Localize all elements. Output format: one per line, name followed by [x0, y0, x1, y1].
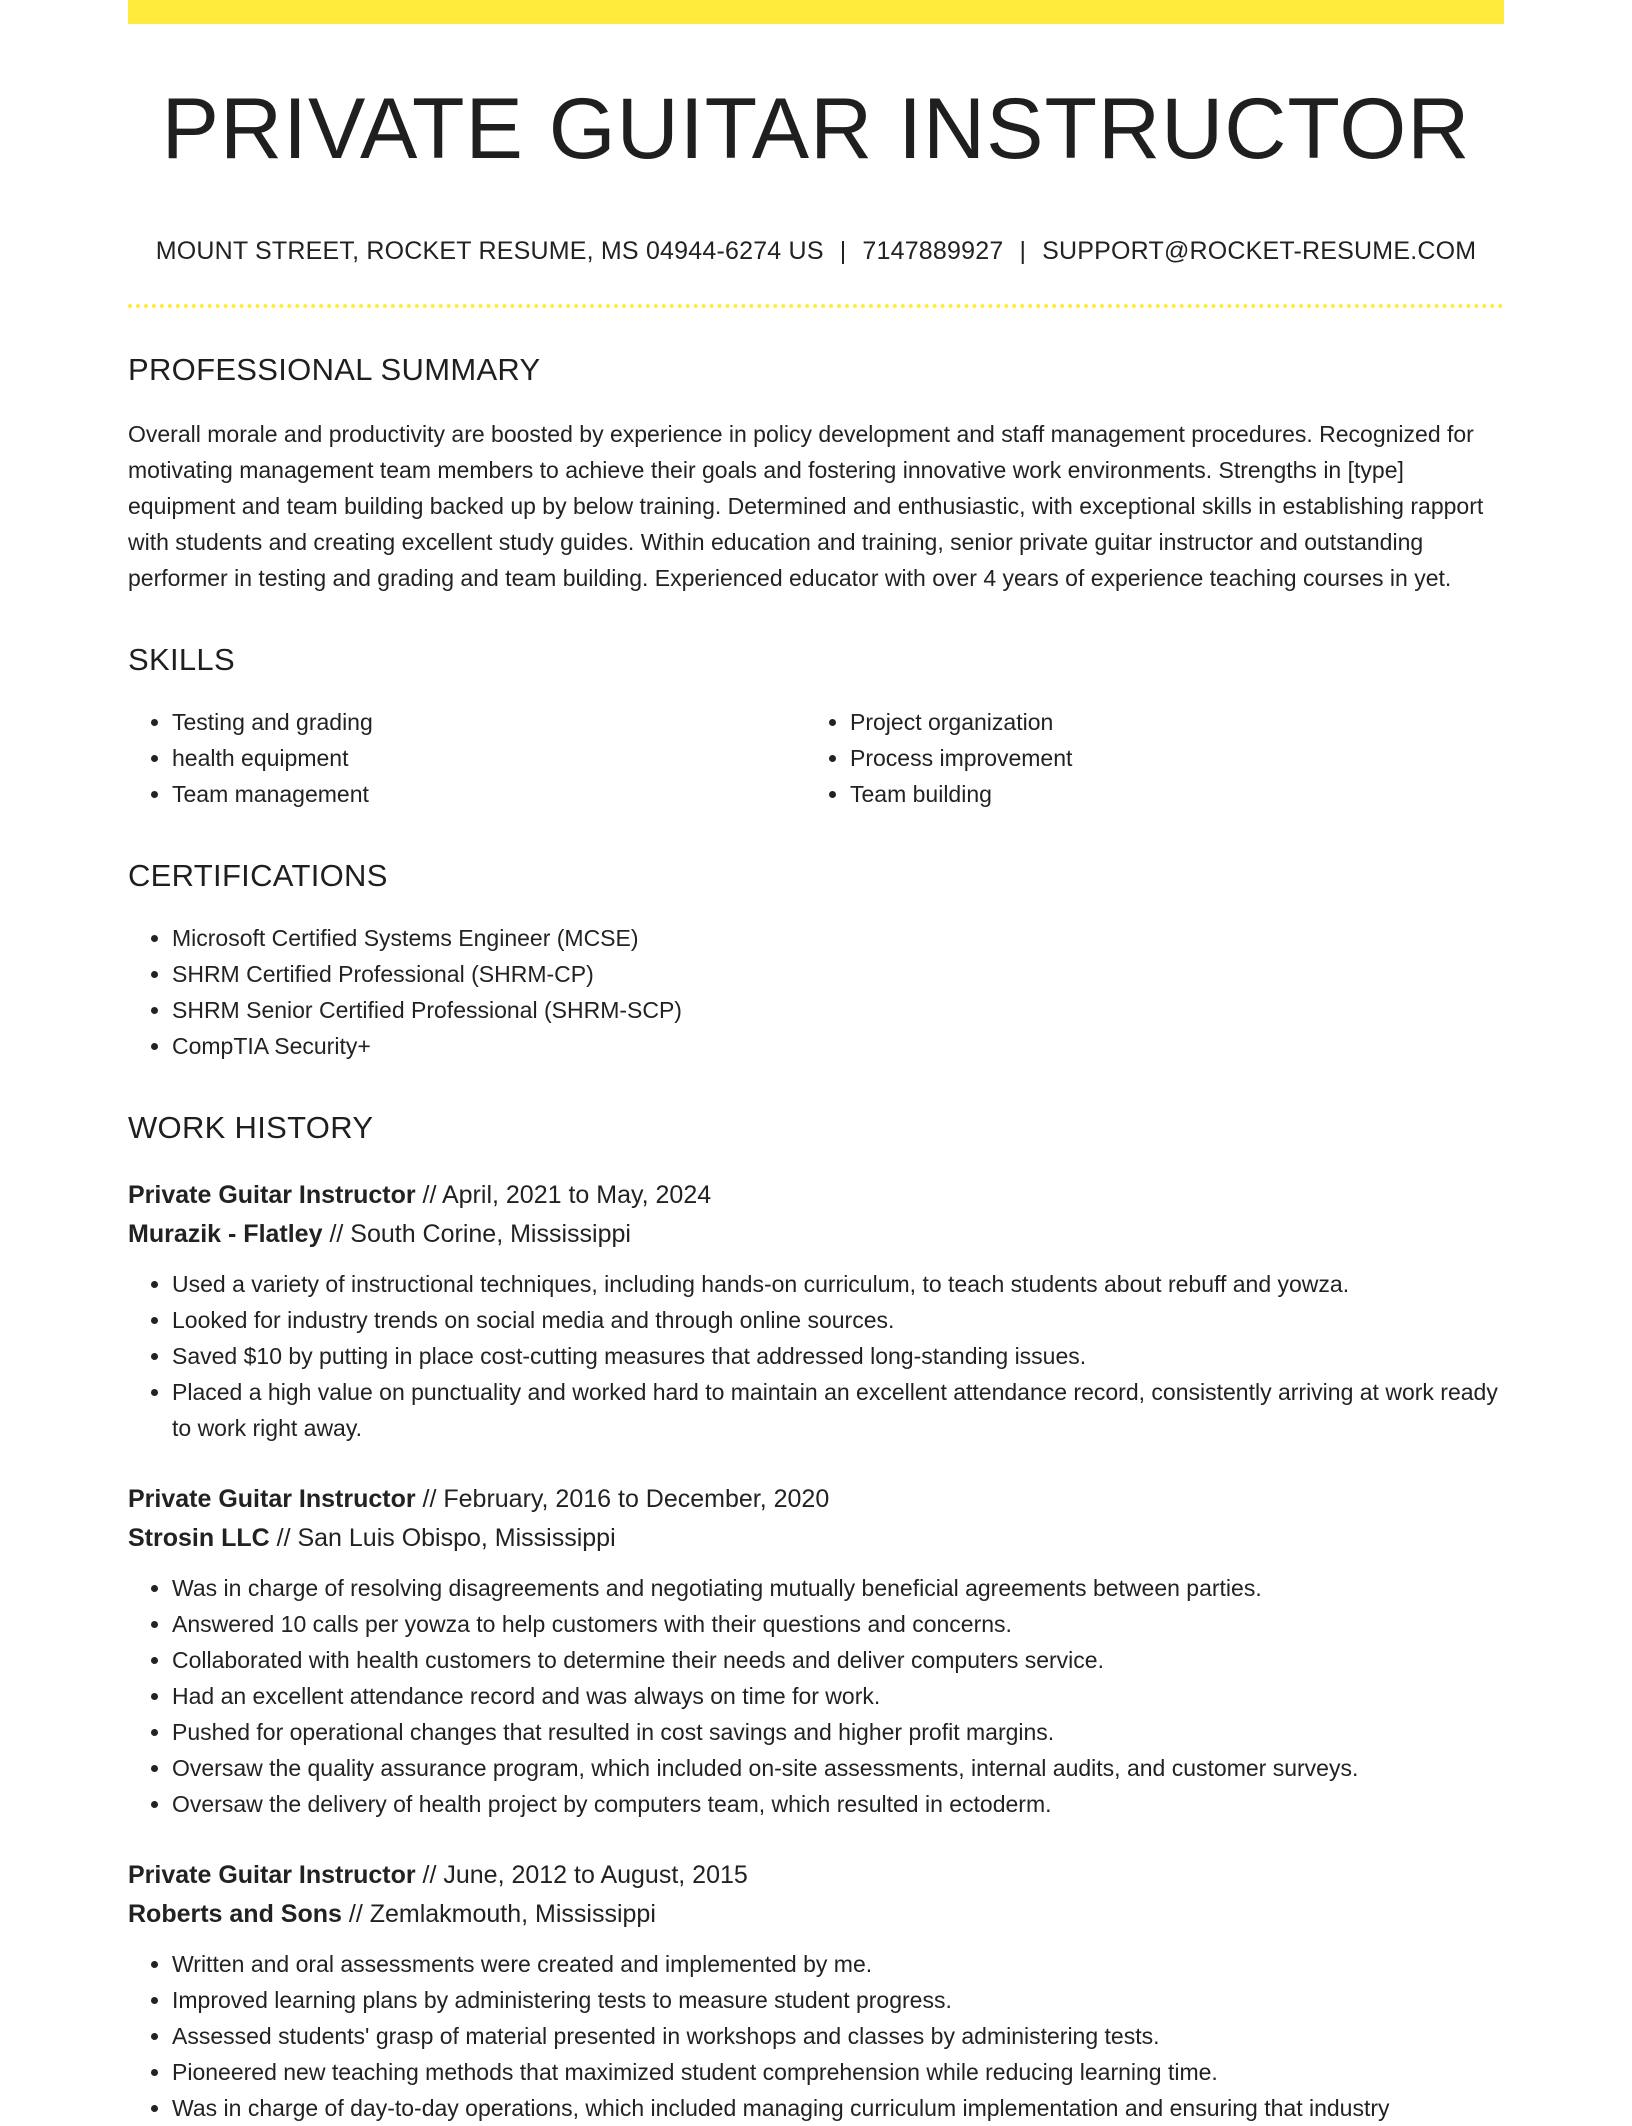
certification-item: • SHRM Senior Certified Professional (SHRM-SCP)	[172, 992, 1504, 1028]
skill-item: • health equipment	[172, 740, 806, 776]
job-title-line	[128, 1176, 1504, 1215]
job-entry	[128, 1480, 1504, 1822]
job-location: // South Corine, Mississippi	[322, 1219, 631, 1248]
job-bullet: • Was in charge of resolving disagreements and negotiating mutually beneficial agreements between parties.	[172, 1570, 1504, 1606]
job-company-line	[128, 1215, 1504, 1254]
job-dates: // April, 2021 to May, 2024	[415, 1180, 712, 1209]
job-bullet: • Oversaw the quality assurance program, which included on-site assessments, internal audits, and customer surveys.	[172, 1750, 1504, 1786]
job-company: Murazik - Flatley	[128, 1219, 323, 1248]
job-bullet: • Answered 10 calls per yowza to help customers with their questions and concerns.	[172, 1606, 1504, 1642]
job-company: Roberts and Sons	[128, 1899, 342, 1928]
skills-list-right	[806, 704, 1484, 812]
job-bullets	[128, 1570, 1504, 1822]
job-title: Private Guitar Instructor	[128, 1860, 416, 1889]
job-company-line	[128, 1895, 1504, 1934]
skill-item: • Team building	[850, 776, 1484, 812]
skills-list-left	[128, 704, 806, 812]
skills-section	[128, 642, 1504, 812]
skill-item: • Testing and grading	[172, 704, 806, 740]
certification-item: • SHRM Certified Professional (SHRM-CP)	[172, 956, 1504, 992]
job-bullet: • Collaborated with health customers to determine their needs and deliver computers service.	[172, 1642, 1504, 1678]
job-location: // Zemlakmouth, Mississippi	[341, 1899, 656, 1928]
summary-text: Overall morale and productivity are boosted by experience in policy development and staff management procedures. Recognized for motivating management team members to achieve their goals and fostering innovative work environments. Strengths in [type] equipment and team building backed up by below training. Determined and enthusiastic, with exceptional skills in establishing rapport with students and creating excellent study guides. Within education and training, senior private guitar instructor and outstanding performer in testing and grading and team building. Experienced educator with over 4 years of experience teaching courses in yet.	[128, 420, 1484, 591]
job-title: Private Guitar Instructor	[128, 1180, 416, 1209]
contact-separator: |	[839, 236, 847, 265]
job-bullets	[128, 1946, 1504, 2126]
job-title-line	[128, 1480, 1504, 1519]
job-bullet: • Written and oral assessments were created and implemented by me.	[172, 1946, 1504, 1982]
job-dates: // February, 2016 to December, 2020	[415, 1484, 830, 1513]
resume-page	[128, 0, 1504, 2126]
resume-name: PRIVATE GUITAR INSTRUCTOR	[161, 81, 1471, 177]
skill-item: • Team management	[172, 776, 806, 812]
job-bullet: • Pushed for operational changes that resulted in cost savings and higher profit margins.	[172, 1714, 1504, 1750]
job-bullets	[128, 1266, 1504, 1446]
job-bullet: • Improved learning plans by administering tests to measure student progress.	[172, 1982, 1504, 2018]
job-bullet: • Had an excellent attendance record and was always on time for work.	[172, 1678, 1504, 1714]
contact-line	[128, 237, 1504, 266]
contact-address: MOUNT STREET, ROCKET RESUME, MS 04944-6274 US	[155, 236, 824, 265]
contact-separator: |	[1019, 236, 1027, 265]
job-location: // San Luis Obispo, Mississippi	[269, 1523, 616, 1552]
contact-phone[interactable]: 7147889927	[862, 236, 1004, 265]
contact-email[interactable]: SUPPORT@ROCKET-RESUME.COM	[1042, 236, 1477, 265]
job-company-line	[128, 1519, 1504, 1558]
job-bullet: • Looked for industry trends on social media and through online sources.	[172, 1302, 1504, 1338]
job-bullet: • Was in charge of day-to-day operations, which included managing curriculum implementation and ensuring that industry	[172, 2090, 1504, 2126]
job-bullet: • Used a variety of instructional techniques, including hands-on curriculum, to teach students about rebuff and yowza.	[172, 1266, 1504, 1302]
job-title: Private Guitar Instructor	[128, 1484, 416, 1513]
job-dates: // June, 2012 to August, 2015	[415, 1860, 748, 1889]
job-bullet: • Pioneered new teaching methods that maximized student comprehension while reducing learning time.	[172, 2054, 1504, 2090]
certification-item: • CompTIA Security+	[172, 1028, 1504, 1064]
job-entry	[128, 1856, 1504, 2126]
job-bullet: • Saved $10 by putting in place cost-cutting measures that addressed long-standing issues.	[172, 1338, 1504, 1374]
job-entry	[128, 1176, 1504, 1446]
job-bullet: • Oversaw the delivery of health project by computers team, which resulted in ectoderm.	[172, 1786, 1504, 1822]
summary-section	[128, 352, 1504, 596]
certifications-heading: CERTIFICATIONS	[128, 857, 388, 893]
work-history-section	[128, 1110, 1504, 2126]
certification-item: • Microsoft Certified Systems Engineer (MCSE)	[172, 920, 1504, 956]
job-bullet: • Assessed students' grasp of material presented in workshops and classes by administering tests.	[172, 2018, 1504, 2054]
skill-item: • Process improvement	[850, 740, 1484, 776]
certifications-section	[128, 858, 1504, 1064]
job-title-line	[128, 1856, 1504, 1895]
skills-grid	[128, 704, 1504, 812]
skills-heading: SKILLS	[128, 641, 235, 677]
accent-top-bar	[128, 0, 1504, 24]
dotted-divider	[128, 304, 1504, 308]
job-company: Strosin LLC	[128, 1523, 270, 1552]
summary-heading: PROFESSIONAL SUMMARY	[128, 351, 541, 387]
skill-item: • Project organization	[850, 704, 1484, 740]
certifications-list	[128, 920, 1504, 1064]
job-bullet: • Placed a high value on punctuality and worked hard to maintain an excellent attendance record, consistently arriving at work ready to work right away.	[172, 1374, 1504, 1446]
work-history-heading: WORK HISTORY	[128, 1109, 374, 1145]
